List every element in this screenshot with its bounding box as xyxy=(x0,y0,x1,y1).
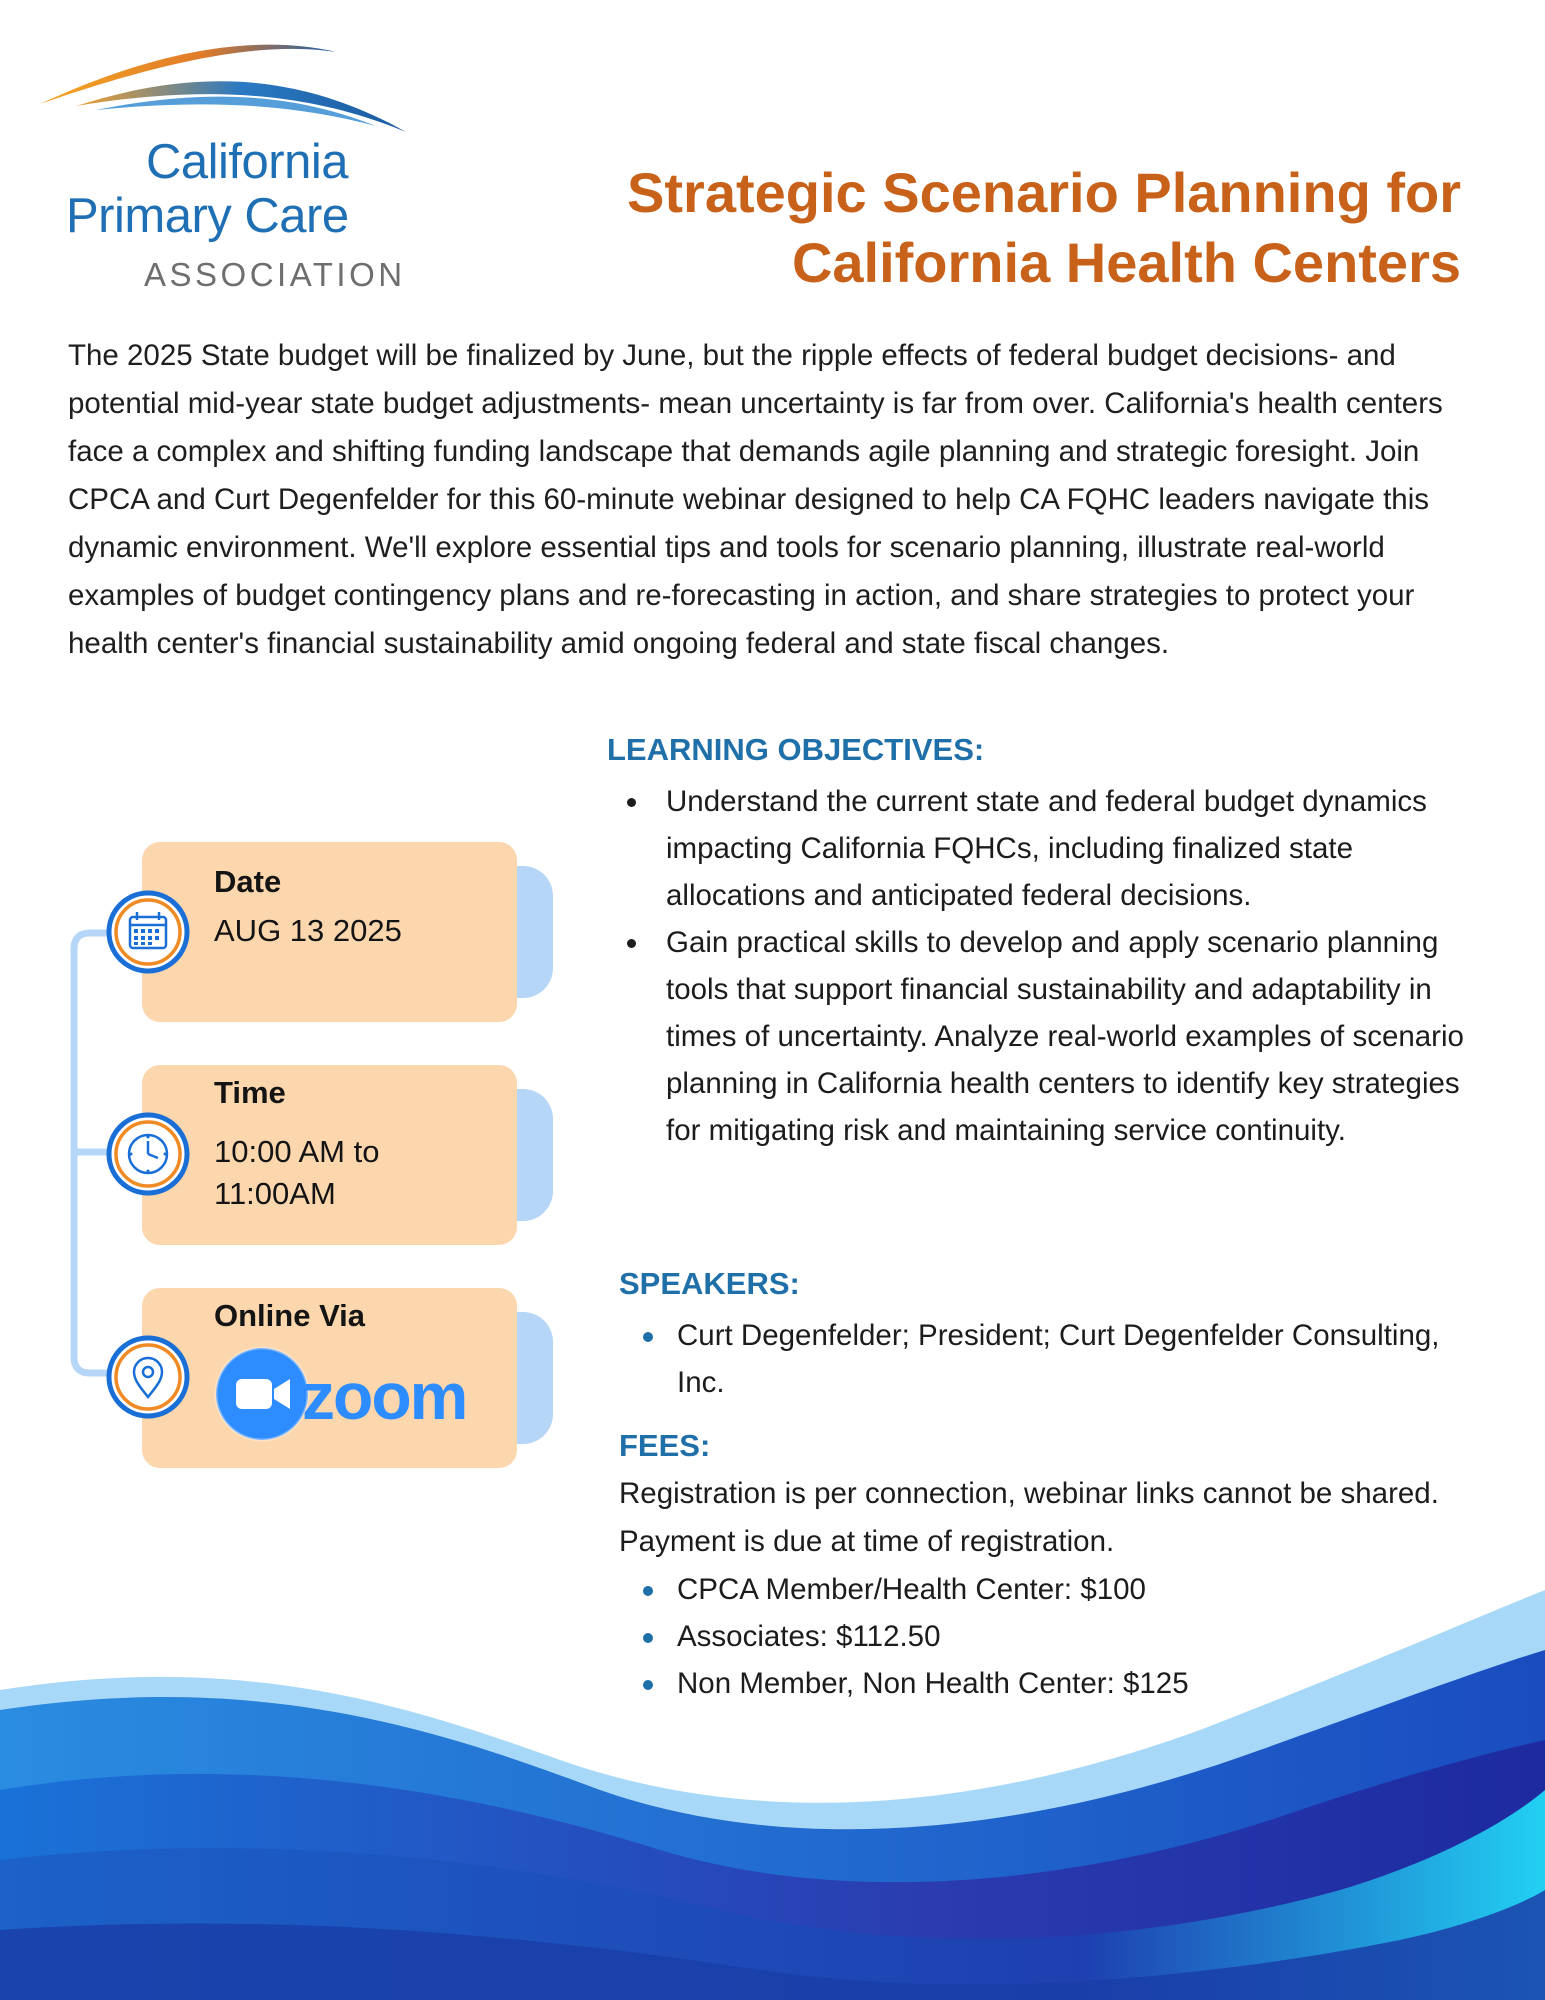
time-value: 10:00 AM to 11:00AM xyxy=(214,1134,380,1211)
list-item: Associates: $112.50 xyxy=(619,1613,1459,1660)
clock-icon xyxy=(106,1112,190,1196)
location-pin-icon xyxy=(106,1335,190,1419)
fees-list xyxy=(619,1566,1459,1707)
online-card xyxy=(142,1288,517,1468)
list-item: Understand the current state and federal budget dynamics impacting California FQHCs, including finalized state allocations and anticipated federal decisions. xyxy=(630,778,1470,919)
list-item: Non Member, Non Health Center: $125 xyxy=(619,1660,1459,1707)
fees-heading: FEES: xyxy=(619,1428,711,1463)
logo-swoosh-icon xyxy=(36,34,416,144)
online-label: Online Via xyxy=(214,1298,366,1333)
logo-line-association: ASSOCIATION xyxy=(144,256,406,293)
zoom-logo-icon xyxy=(214,1346,494,1442)
date-label: Date xyxy=(214,864,282,899)
objectives-heading: LEARNING OBJECTIVES: xyxy=(607,732,985,767)
list-item: Curt Degenfelder; President; Curt Degenfelder Consulting, Inc. xyxy=(619,1312,1459,1406)
list-item: CPCA Member/Health Center: $100 xyxy=(619,1566,1459,1613)
logo-line-california: California xyxy=(146,135,348,189)
svg-text:zoom: zoom xyxy=(302,1359,467,1433)
list-item: Gain practical skills to develop and apply scenario planning tools that support financial sustainability and adaptability in times of uncertainty. Analyze real-world examples of scenario planning in California health centers to identify key strategies for mitigating risk and maintaining service continuity. xyxy=(630,919,1470,1154)
logo-line-primary-care: Primary Care xyxy=(66,189,349,243)
time-card xyxy=(142,1065,517,1245)
speakers-heading: SPEAKERS: xyxy=(619,1266,800,1301)
title-line-2: California Health Centers xyxy=(791,231,1461,294)
intro-paragraph: The 2025 State budget will be finalized by June, but the ripple effects of federal budget decisions- and potential mid-year state budget adjustments- mean uncertainty is far from over. California's health centers face a complex and shifting funding landscape that demands agile planning and strategic foresight. Join CPCA and Curt Degenfelder for this 60-minute webinar designed to help CA FQHC leaders navigate this dynamic environment. We'll explore essential tips and tools for scenario planning, illustrate real-world examples of budget contingency plans and re-forecasting in action, and share strategies to protect your health center's financial sustainability amid ongoing federal and state fiscal changes. xyxy=(68,339,1443,660)
fees-text: Registration is per connection, webinar links cannot be shared. Payment is due at time of registration. xyxy=(619,1477,1439,1558)
speakers-list xyxy=(619,1312,1459,1406)
page-title xyxy=(461,158,1461,298)
objectives-list xyxy=(630,778,1470,1154)
calendar-icon xyxy=(106,890,190,974)
title-line-1: Strategic Scenario Planning for xyxy=(627,161,1461,224)
date-value: AUG 13 2025 xyxy=(214,913,402,948)
cpca-logo xyxy=(36,34,416,294)
date-card xyxy=(142,842,517,1022)
time-label: Time xyxy=(214,1075,286,1110)
